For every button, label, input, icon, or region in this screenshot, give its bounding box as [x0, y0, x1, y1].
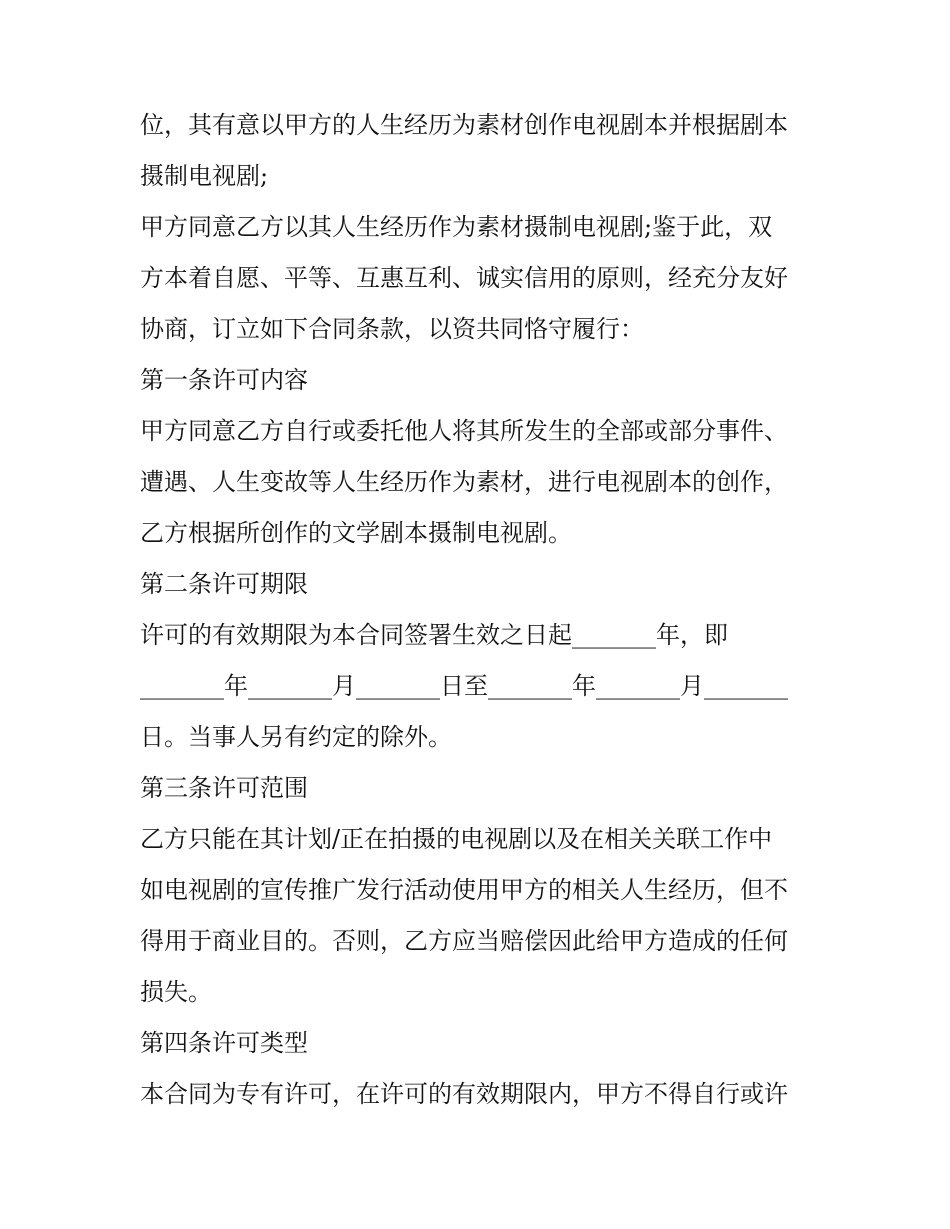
text-line: 日。当事人另有约定的除外。 [140, 723, 452, 751]
text-line: 本合同为专有许可，在许可的有效期限内，甲方不得自行或许 [140, 1080, 788, 1108]
text-line: 许可的有效期限为本合同签署生效之日起_______年，即 [140, 621, 728, 649]
text-line: 损失。 [140, 978, 212, 1006]
text-line: 位，其有意以甲方的人生经历为素材创作电视剧本并根据剧本 [140, 111, 788, 139]
section-heading-2: 第二条许可期限 [140, 570, 308, 598]
text-line: 摄制电视剧; [140, 162, 269, 190]
section-heading-3: 第三条许可范围 [140, 774, 308, 802]
text-line: 如电视剧的宣传推广发行活动使用甲方的相关人生经历，但不 [140, 876, 788, 904]
text-line: 甲方同意乙方以其人生经历作为素材摄制电视剧;鉴于此，双 [140, 213, 773, 241]
text-line: 得用于商业目的。否则，乙方应当赔偿因此给甲方造成的任何 [140, 927, 788, 955]
text-line: 乙方根据所创作的文学剧本摄制电视剧。 [140, 519, 572, 547]
text-line: 乙方只能在其计划/正在拍摄的电视剧以及在相关关联工作中 [140, 825, 773, 853]
text-line: 方本着自愿、平等、互惠互利、诚实信用的原则，经充分友好 [140, 264, 788, 292]
section-heading-4: 第四条许可类型 [140, 1029, 308, 1057]
date-blanks-line: _______年_______月_______日至_______年_______月_______ [140, 672, 788, 700]
text-line: 遭遇、人生变故等人生经历作为素材，进行电视剧本的创作， [140, 468, 788, 496]
text-line: 甲方同意乙方自行或委托他人将其所发生的全部或部分事件、 [140, 417, 788, 445]
text-line: 协商，订立如下合同条款，以资共同恪守履行： [140, 315, 644, 343]
contract-text [140, 100, 820, 1120]
section-heading-1: 第一条许可内容 [140, 366, 308, 394]
